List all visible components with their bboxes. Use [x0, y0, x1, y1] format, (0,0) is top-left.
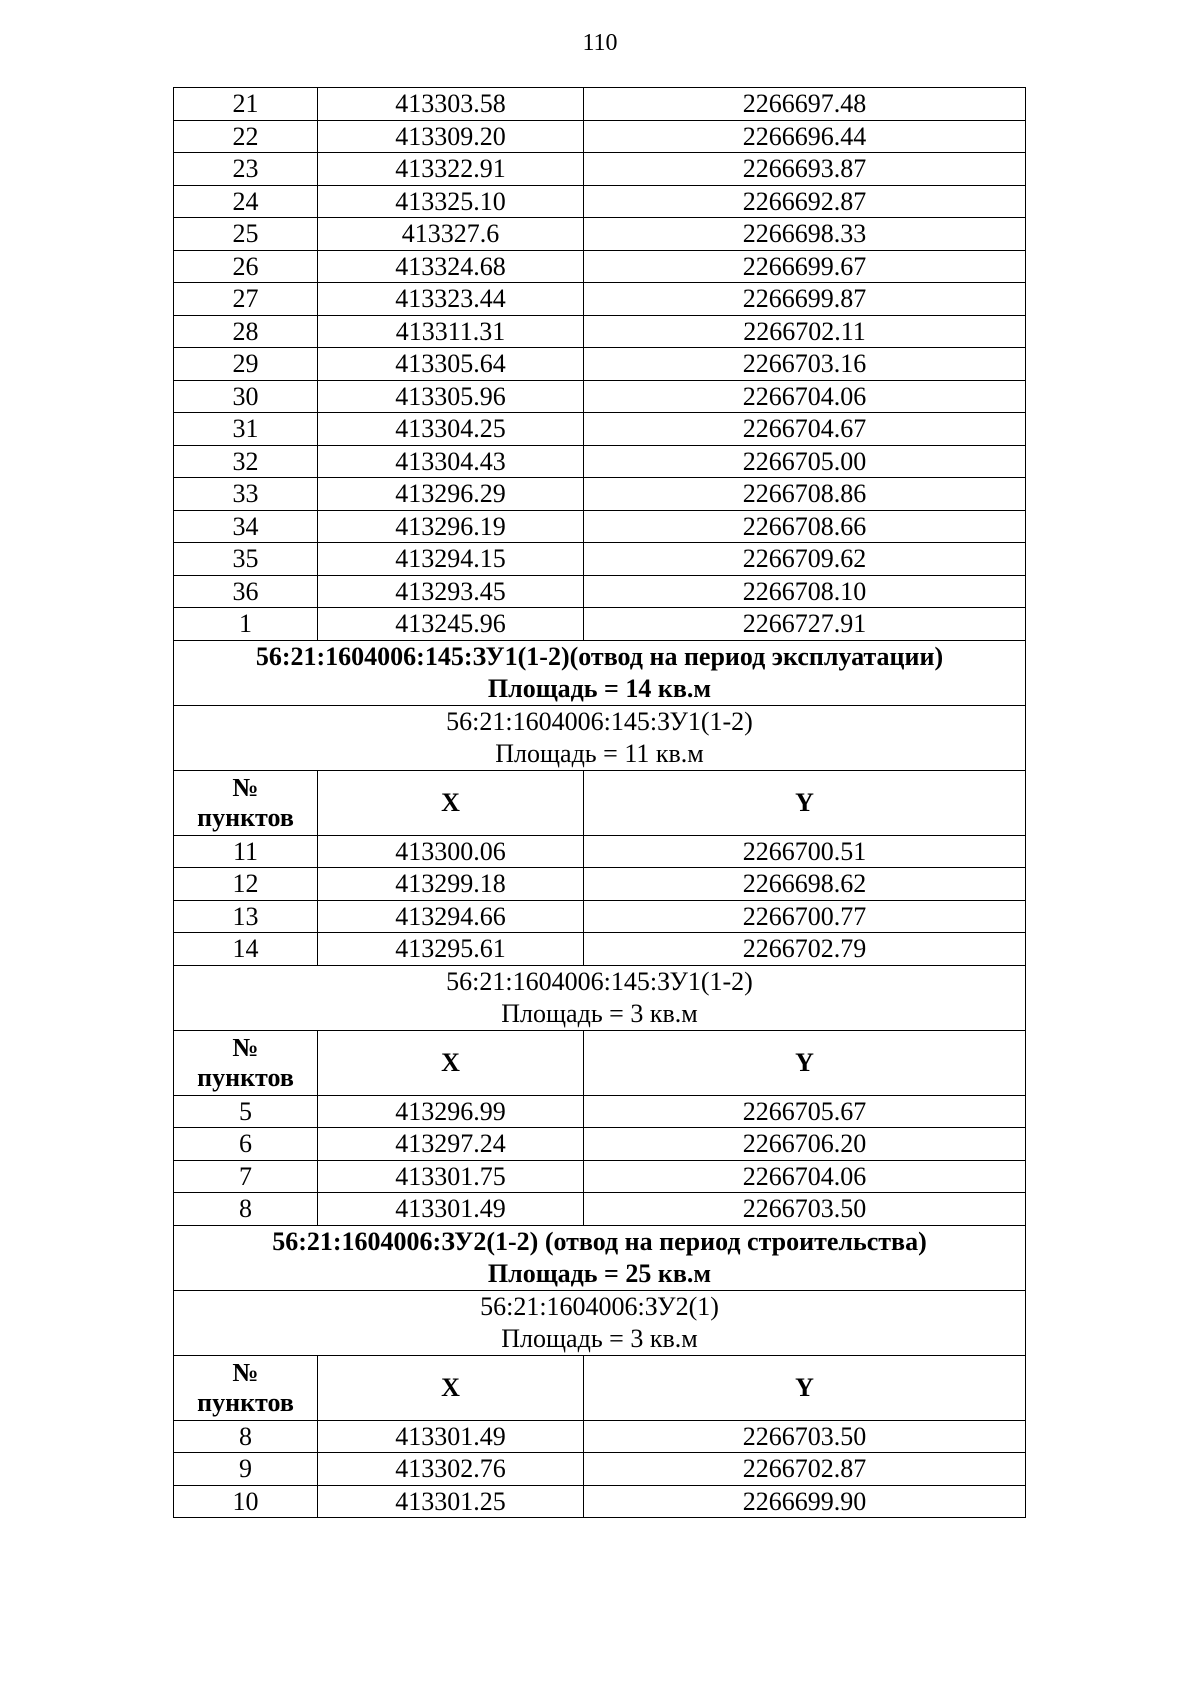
y-coordinate: 2266698.62 — [584, 868, 1026, 901]
table-row — [174, 510, 1026, 543]
x-coordinate: 413311.31 — [318, 315, 584, 348]
x-coordinate: 413296.19 — [318, 510, 584, 543]
table-row — [174, 900, 1026, 933]
table-row — [174, 575, 1026, 608]
y-coordinate: 2266700.51 — [584, 835, 1026, 868]
table-row — [174, 868, 1026, 901]
point-number: 1 — [174, 608, 318, 641]
x-coordinate: 413301.49 — [318, 1193, 584, 1226]
header-num-word: пунктов — [197, 1062, 294, 1092]
y-coordinate: 2266700.77 — [584, 900, 1026, 933]
y-coordinate: 2266699.87 — [584, 283, 1026, 316]
section-heading-cell — [174, 640, 1026, 705]
table-row — [174, 1128, 1026, 1161]
point-number: 29 — [174, 348, 318, 381]
header-y: Y — [584, 770, 1026, 835]
table-row — [174, 1453, 1026, 1486]
point-number: 12 — [174, 868, 318, 901]
column-header-row — [174, 770, 1026, 835]
point-number: 35 — [174, 543, 318, 576]
section-heading — [174, 1225, 1026, 1290]
section-heading — [174, 640, 1026, 705]
table-row — [174, 835, 1026, 868]
y-coordinate: 2266702.11 — [584, 315, 1026, 348]
point-number: 24 — [174, 185, 318, 218]
x-coordinate: 413293.45 — [318, 575, 584, 608]
subsection-heading — [174, 1290, 1026, 1355]
y-coordinate: 2266703.50 — [584, 1420, 1026, 1453]
point-number: 23 — [174, 153, 318, 186]
x-coordinate: 413305.96 — [318, 380, 584, 413]
x-coordinate: 413302.76 — [318, 1453, 584, 1486]
table-row — [174, 153, 1026, 186]
table-row — [174, 1485, 1026, 1518]
section-area: Площадь = 25 кв.м — [487, 1258, 712, 1288]
x-coordinate: 413296.99 — [318, 1095, 584, 1128]
subsection-heading-cell — [174, 965, 1026, 1030]
x-coordinate: 413297.24 — [318, 1128, 584, 1161]
y-coordinate: 2266708.10 — [584, 575, 1026, 608]
header-num-symbol: № — [232, 1032, 259, 1062]
y-coordinate: 2266704.06 — [584, 380, 1026, 413]
table-row — [174, 120, 1026, 153]
x-coordinate: 413294.15 — [318, 543, 584, 576]
x-coordinate: 413322.91 — [318, 153, 584, 186]
table-row — [174, 250, 1026, 283]
x-coordinate: 413299.18 — [318, 868, 584, 901]
y-coordinate: 2266697.48 — [584, 88, 1026, 121]
header-y: Y — [584, 1030, 1026, 1095]
point-number: 33 — [174, 478, 318, 511]
section-area: Площадь = 14 кв.м — [487, 673, 712, 703]
y-coordinate: 2266693.87 — [584, 153, 1026, 186]
y-coordinate: 2266702.87 — [584, 1453, 1026, 1486]
coordinates-table — [173, 87, 1026, 1518]
point-number: 21 — [174, 88, 318, 121]
subsection-area: Площадь = 3 кв.м — [501, 1323, 698, 1353]
point-number: 5 — [174, 1095, 318, 1128]
table-row — [174, 413, 1026, 446]
table-row — [174, 1420, 1026, 1453]
x-coordinate: 413301.25 — [318, 1485, 584, 1518]
point-number: 34 — [174, 510, 318, 543]
x-coordinate: 413323.44 — [318, 283, 584, 316]
point-number: 30 — [174, 380, 318, 413]
header-x: X — [318, 1030, 584, 1095]
x-coordinate: 413327.6 — [318, 218, 584, 251]
subsection-heading — [174, 965, 1026, 1030]
point-number: 6 — [174, 1128, 318, 1161]
y-coordinate: 2266706.20 — [584, 1128, 1026, 1161]
table-row — [174, 608, 1026, 641]
subsection-heading-cell — [174, 1290, 1026, 1355]
x-coordinate: 413305.64 — [318, 348, 584, 381]
point-number: 31 — [174, 413, 318, 446]
y-coordinate: 2266704.06 — [584, 1160, 1026, 1193]
subsection-heading — [174, 705, 1026, 770]
x-coordinate: 413301.49 — [318, 1420, 584, 1453]
table-row — [174, 88, 1026, 121]
subsection-title: 56:21:1604006:145:ЗУ1(1-2) — [446, 706, 753, 736]
point-number: 9 — [174, 1453, 318, 1486]
y-coordinate: 2266703.16 — [584, 348, 1026, 381]
x-coordinate: 413295.61 — [318, 933, 584, 966]
table-row — [174, 933, 1026, 966]
subsection-area: Площадь = 11 кв.м — [495, 738, 704, 768]
header-y: Y — [584, 1355, 1026, 1420]
header-num-symbol: № — [232, 772, 259, 802]
table-row — [174, 185, 1026, 218]
x-coordinate: 413303.58 — [318, 88, 584, 121]
table-row — [174, 1160, 1026, 1193]
header-num-word: пунктов — [197, 1387, 294, 1417]
header-x: X — [318, 1355, 584, 1420]
point-number: 8 — [174, 1193, 318, 1226]
column-header-row — [174, 1355, 1026, 1420]
x-coordinate: 413325.10 — [318, 185, 584, 218]
table-row — [174, 348, 1026, 381]
subsection-area: Площадь = 3 кв.м — [501, 998, 698, 1028]
section-heading-cell — [174, 1225, 1026, 1290]
y-coordinate: 2266696.44 — [584, 120, 1026, 153]
point-number: 26 — [174, 250, 318, 283]
y-coordinate: 2266699.90 — [584, 1485, 1026, 1518]
point-number: 22 — [174, 120, 318, 153]
point-number: 27 — [174, 283, 318, 316]
x-coordinate: 413304.25 — [318, 413, 584, 446]
y-coordinate: 2266709.62 — [584, 543, 1026, 576]
subsection-title: 56:21:1604006:145:ЗУ1(1-2) — [446, 966, 753, 996]
table-row — [174, 543, 1026, 576]
header-num-word: пунктов — [197, 802, 294, 832]
table-row — [174, 283, 1026, 316]
header-num-symbol: № — [232, 1357, 259, 1387]
x-coordinate: 413309.20 — [318, 120, 584, 153]
point-number: 25 — [174, 218, 318, 251]
header-point-number — [174, 1355, 318, 1420]
section-title: 56:21:1604006:145:ЗУ1(1-2)(отвод на период эксплуатации) — [255, 641, 944, 671]
point-number: 11 — [174, 835, 318, 868]
page-number: 110 — [582, 30, 618, 56]
subsection-title: 56:21:1604006:ЗУ2(1) — [480, 1291, 719, 1321]
subsection-heading-cell — [174, 705, 1026, 770]
y-coordinate: 2266708.66 — [584, 510, 1026, 543]
column-header-row — [174, 1030, 1026, 1095]
section-title: 56:21:1604006:ЗУ2(1-2) (отвод на период строительства) — [272, 1226, 927, 1256]
point-number: 14 — [174, 933, 318, 966]
y-coordinate: 2266705.00 — [584, 445, 1026, 478]
y-coordinate: 2266698.33 — [584, 218, 1026, 251]
x-coordinate: 413245.96 — [318, 608, 584, 641]
y-coordinate: 2266692.87 — [584, 185, 1026, 218]
x-coordinate: 413304.43 — [318, 445, 584, 478]
x-coordinate: 413296.29 — [318, 478, 584, 511]
y-coordinate: 2266703.50 — [584, 1193, 1026, 1226]
x-coordinate: 413324.68 — [318, 250, 584, 283]
point-number: 10 — [174, 1485, 318, 1518]
point-number: 7 — [174, 1160, 318, 1193]
table-row — [174, 445, 1026, 478]
header-x: X — [318, 770, 584, 835]
y-coordinate: 2266704.67 — [584, 413, 1026, 446]
table-row — [174, 218, 1026, 251]
x-coordinate: 413300.06 — [318, 835, 584, 868]
y-coordinate: 2266705.67 — [584, 1095, 1026, 1128]
y-coordinate: 2266699.67 — [584, 250, 1026, 283]
point-number: 28 — [174, 315, 318, 348]
header-point-number — [174, 770, 318, 835]
y-coordinate: 2266702.79 — [584, 933, 1026, 966]
point-number: 36 — [174, 575, 318, 608]
table-row — [174, 1095, 1026, 1128]
point-number: 8 — [174, 1420, 318, 1453]
x-coordinate: 413301.75 — [318, 1160, 584, 1193]
table-row — [174, 315, 1026, 348]
table-row — [174, 380, 1026, 413]
y-coordinate: 2266727.91 — [584, 608, 1026, 641]
y-coordinate: 2266708.86 — [584, 478, 1026, 511]
point-number: 32 — [174, 445, 318, 478]
table-row — [174, 478, 1026, 511]
point-number: 13 — [174, 900, 318, 933]
table-row — [174, 1193, 1026, 1226]
x-coordinate: 413294.66 — [318, 900, 584, 933]
header-point-number — [174, 1030, 318, 1095]
